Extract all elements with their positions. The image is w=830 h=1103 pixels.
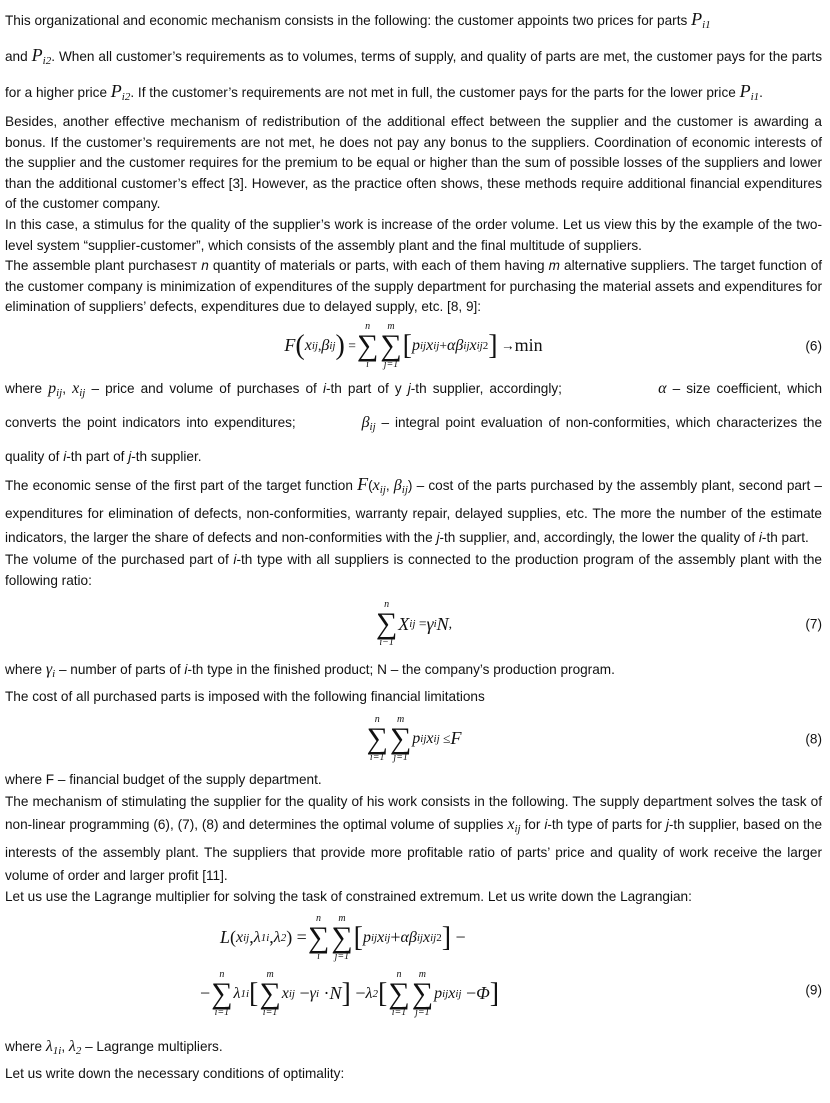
paragraph-where-7: where $\gamma_i$ – number of parts of i-th type in the finished product; N – the company’s production program. — [5, 661, 615, 681]
paragraph-where-9: where $\lambda_{1i}$, $\lambda_2$ – Lagrange multipliers. — [5, 1037, 223, 1057]
equation-8: n ∑ i=1 m ∑ j=1 p ij x ij ≤ F (8) — [366, 713, 822, 763]
equation-6: F ( x ij , β ij ) = n ∑ i m ∑ j=1 [ p ij x ij + αβ ij x ij 2 ] → min (6) — [284, 320, 822, 370]
paragraph-optimality: Let us write down the necessary conditions of optimality: — [5, 1065, 345, 1081]
paragraph-stimulus: In this case, a stimulus for the quality of the supplier’s work is increase of the order volume. Let us view this by the example of the two-level system “supplier-customer”, which consists of the assembly plant and the final multitude of suppliers. — [5, 216, 822, 253]
equation-9: L ( x ij , λ 1i , λ 2 ) = n ∑ i m ∑ j=1 [ p ij x ij + αβ ij x ij 2 ] − − n ∑ i=1 λ 1i [ m ∑ i=1 x ij − γ i · N ] − λ 2 [ n ∑ i=1 m ∑ j=1 p ij x ij − Φ ] (9) — [200, 912, 822, 1018]
paragraph-two-prices: This organizational and economic mechanism consists in the following: the customer appoints two prices for parts $P_{i1}$ and $P_{i2}$. When all customer’s requirements as to volumes, terms of supply, and quality of parts are met, the customer pays for the parts for a higher price $P_{i2}$. If the customer’s requirements are not met in full, the customer pays for the parts for the lower price $P_{i1}$. — [5, 9, 823, 103]
paragraph-mechanism: The mechanism of stimulating the supplier for the quality of his work consists in the following. The supply department solves the task of non-linear programming (6), (7), (8) and determines the optimal volume of supplies $x_{ij}$ for i-th type of parts for j-th supplier, based on the interests of the assembly plant. The suppliers that provide more profitable ratio of parts’ price and quality of work receive the larger volume of order and larger profit [11]. — [5, 794, 823, 884]
paragraph-bonus: Besides, another effective mechanism of redistribution of the additional effect between the supplier and the customer is awarding a bonus. If the customer’s requirements are not met, he does not pay any bonus to the suppliers. Coordination of economic interests of the supplier and the customer requires for the premium to be equal or higher than the sum of possible losses of the suppliers and lower than the additional customer’s effect [3]. However, as the practice often shows, these methods require additional financial expenditures of the customer company. — [5, 114, 822, 212]
paragraph-economic-sense: The economic sense of the first part of the target function $F(x_{ij}$, $\beta_{ij}$) – cost of the parts purchased by the assembly plant, second part – expenditures for elimination of defects, non-conformities, warranty repair, delayed supplies, etc. The more the number of the estimate indicators, the larger the share of defects and non-conformities with the j-th supplier, and, accordingly, the lower the quality of i-th part. — [5, 473, 822, 545]
equation-7: n ∑ i−1 X ij = γ i N , (7) — [375, 599, 822, 649]
paragraph-lagrange: Let us use the Lagrange multiplier for solving the task of constrained extremum. Let us write down the Lagrangian: — [5, 889, 692, 905]
paragraph-where-8: where F – financial budget of the supply department. — [5, 771, 322, 787]
paragraph-financial-limit: The cost of all purchased parts is imposed with the following financial limitations — [5, 689, 485, 705]
paragraph-where-6: where $p_{ij}$, $x_{ij}$ – price and volume of purchases of i-th part of y j-th supplier, accordingly; α – size coefficient, which converts the point indicators into expenditures; $\beta_{ij}$ – integral point evaluation of non-conformities, which characterizes the quality of i-th part of j-th supplier. — [5, 379, 823, 464]
paragraph-target-function: The assemble plant purchasesт n quantity of materials or parts, with each of them having m alternative suppliers. The target function of the customer company is minimization of expenditures of the supply department for purchasing the material assets and expenditures for elimination of suppliers’ defects, expenditures due to delayed supply, etc. [8, 9]: — [5, 258, 823, 315]
paragraph-volume: The volume of the purchased part of i-th type with all suppliers is connected to the production program of the assembly plant with the following ratio: — [5, 551, 822, 588]
page — [5, 4, 822, 1085]
